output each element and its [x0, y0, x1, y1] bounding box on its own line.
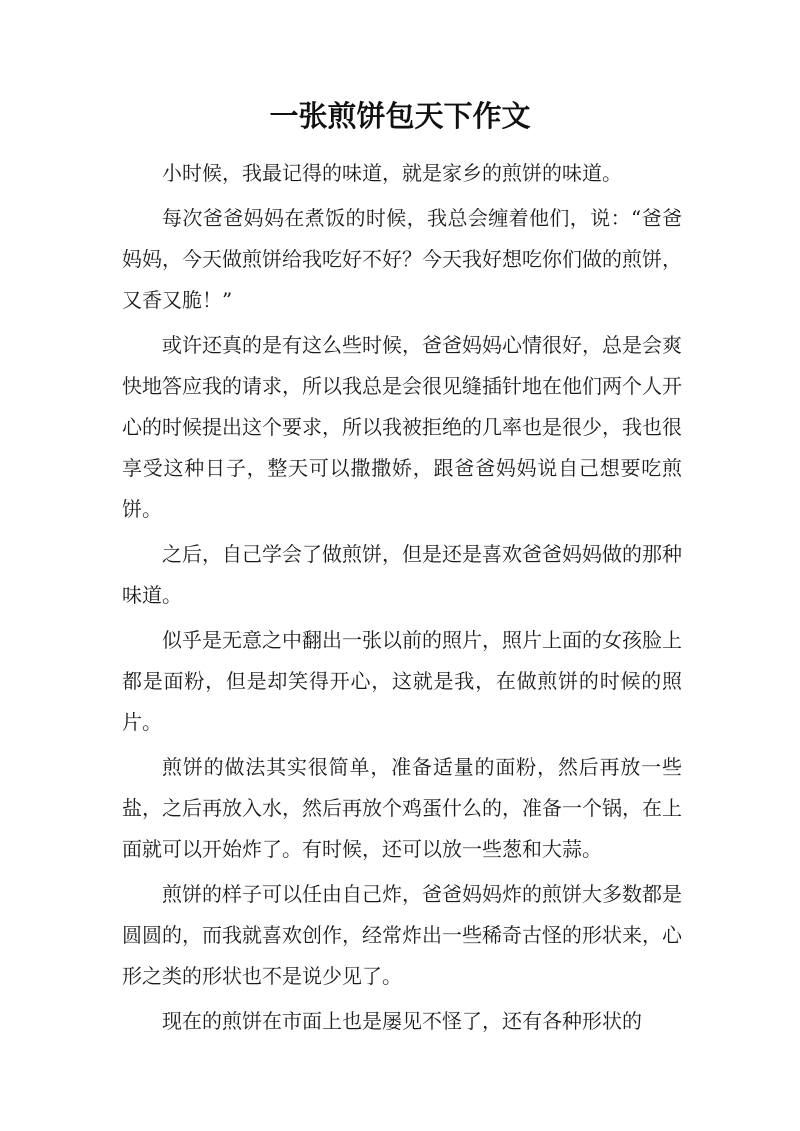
paragraph-4: 之后，自己学会了做煎饼，但是还是喜欢爸爸妈妈做的那种味道。: [122, 542, 682, 607]
paragraph-8: 现在的煎饼在市面上也是屡见不怪了，还有各种形状的: [162, 1009, 642, 1033]
document-body: [122, 153, 682, 1046]
paragraph-6: 煎饼的做法其实很简单，准备适量的面粉，然后再放一些盐，之后再放入水，然后再放个鸡蛋什么的，准备一个锅，在上面就可以开始炸了。有时候，还可以放一些葱和大蒜。: [122, 755, 682, 861]
document-title: 一张煎饼包天下作文: [269, 99, 531, 133]
paragraph-7: 煎饼的样子可以任由自己炸，爸爸妈妈炸的煎饼大多数都是圆圆的，而我就喜欢创作，经常炸出一些稀奇古怪的形状来，心形之类的形状也不是说少见了。: [122, 882, 682, 988]
paragraph-2: 每次爸爸妈妈在煮饭的时候，我总会缠着他们，说：“爸爸妈妈，今天做煎饼给我吃好不好？今天我好想吃你们做的煎饼，又香又脆！”: [122, 206, 682, 312]
paragraph-1: 小时候，我最记得的味道，就是家乡的煎饼的味道。: [162, 161, 622, 185]
paragraph-5: 似乎是无意之中翻出一张以前的照片，照片上面的女孩脸上都是面粉，但是却笑得开心，这就是我，在做煎饼的时候的照片。: [122, 628, 682, 734]
paragraph-3: 或许还真的是有这么些时候，爸爸妈妈心情很好，总是会爽快地答应我的请求，所以我总是会很见缝插针地在他们两个人开心的时候提出这个要求，所以我被拒绝的几率也是很少，我也很享受这种日子，整天可以撒撒娇，跟爸爸妈妈说自己想要吃煎饼。: [122, 333, 682, 521]
